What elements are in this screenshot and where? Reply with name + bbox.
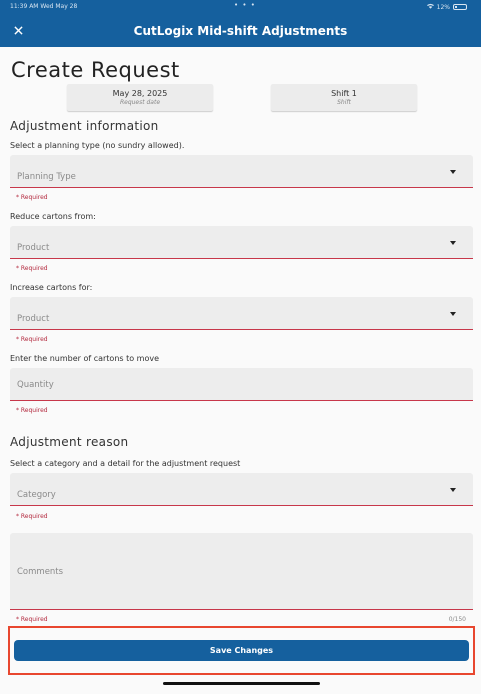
- chevron-down-icon: [450, 241, 456, 245]
- planning-type-required: * Required: [16, 194, 48, 201]
- chevron-down-icon: [450, 312, 456, 316]
- quantity-hint: Enter the number of cartons to move: [10, 354, 160, 363]
- request-date-value: May 28, 2025: [112, 89, 168, 98]
- quantity-placeholder: Quantity: [17, 380, 54, 390]
- planning-type-placeholder: Planning Type: [17, 172, 76, 182]
- adjustment-reason-hint: Select a category and a detail for the adjustment request: [10, 459, 241, 468]
- status-indicators: [427, 3, 467, 11]
- comments-required: * Required: [16, 616, 48, 623]
- chevron-down-icon: [450, 170, 456, 174]
- comments-textarea[interactable]: [10, 533, 473, 610]
- battery-icon: [453, 4, 467, 10]
- request-date-label: Request date: [119, 99, 161, 106]
- reduce-product-select[interactable]: [10, 226, 473, 259]
- reduce-product-required: * Required: [16, 265, 48, 272]
- wifi-icon: [427, 3, 434, 11]
- status-bar: [0, 0, 481, 13]
- shift-card: [271, 84, 417, 111]
- page-title: Create Request: [11, 58, 180, 82]
- save-changes-button[interactable]: Save Changes: [14, 640, 469, 661]
- request-date-card: [67, 84, 213, 111]
- chevron-down-icon: [450, 488, 456, 492]
- quantity-required: * Required: [16, 407, 48, 414]
- adjustment-reason-title: Adjustment reason: [10, 435, 129, 449]
- increase-product-required: * Required: [16, 336, 48, 343]
- category-select[interactable]: [10, 473, 473, 506]
- battery-percent: 12%: [436, 3, 450, 11]
- multitask-dots: • • •: [234, 1, 256, 9]
- planning-type-hint: Select a planning type (no sundry allowed).: [10, 141, 185, 150]
- increase-cartons-hint: Increase cartons for:: [10, 283, 93, 292]
- app-title: CutLogix Mid-shift Adjustments: [133, 24, 348, 38]
- category-placeholder: Category: [17, 490, 56, 500]
- home-indicator[interactable]: [163, 682, 320, 685]
- planning-type-select[interactable]: [10, 155, 473, 188]
- app-bar: [0, 0, 481, 47]
- reduce-cartons-hint: Reduce cartons from:: [10, 212, 96, 221]
- category-required: * Required: [16, 513, 48, 520]
- status-time: 11:39 AM Wed May 28: [10, 3, 78, 10]
- increase-product-select[interactable]: [10, 297, 473, 330]
- adjustment-information-title: Adjustment information: [10, 119, 159, 133]
- quantity-input[interactable]: [10, 368, 473, 401]
- shift-label: Shift: [337, 99, 351, 106]
- shift-value: Shift 1: [331, 89, 357, 98]
- increase-product-placeholder: Product: [17, 314, 50, 324]
- comments-placeholder: Comments: [17, 567, 64, 577]
- comments-counter: 0/150: [448, 616, 466, 623]
- reduce-product-placeholder: Product: [17, 243, 50, 253]
